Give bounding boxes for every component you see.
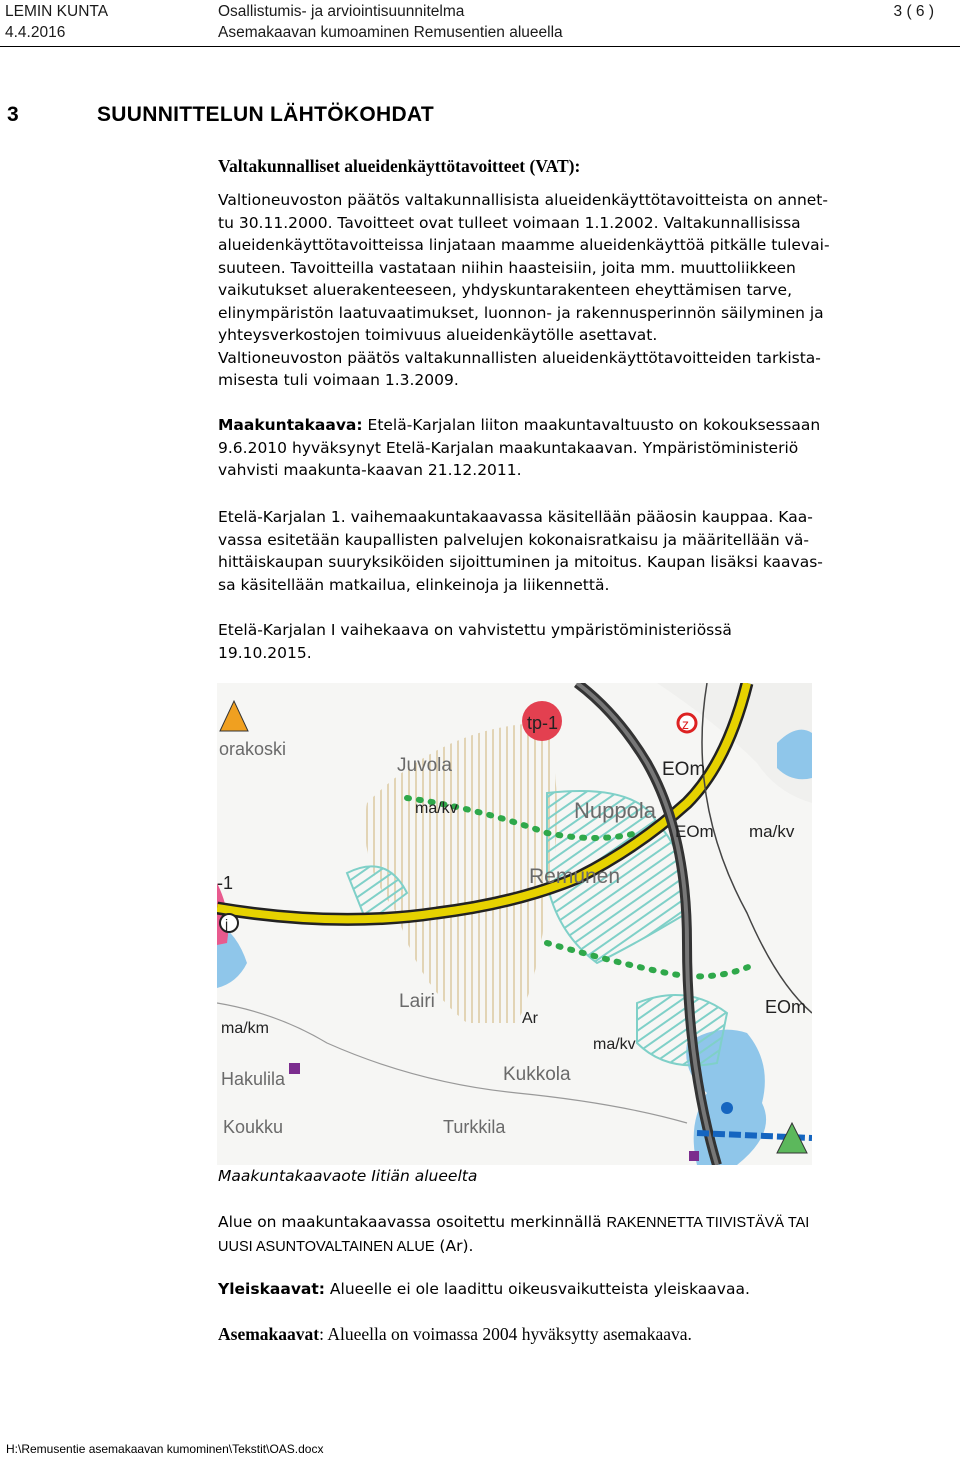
header-org: LEMIN KUNTA	[5, 3, 109, 20]
header-doc-subject: Asemakaavan kumoaminen Remusentien alueella	[218, 24, 563, 41]
map-label: Koukku	[223, 1117, 284, 1137]
header-page-number: 3 ( 6 )	[893, 3, 934, 20]
vat-line: misesta tuli voimaan 1.3.2009.	[218, 371, 459, 389]
section-heading	[7, 103, 434, 127]
map-label: orakoski	[219, 739, 287, 759]
green-zone	[637, 995, 727, 1066]
map-label: ma/kv	[593, 1036, 636, 1053]
map-label: EOm	[662, 759, 706, 780]
map-label: EOm	[765, 997, 807, 1017]
vaihe1-line: hittäiskaupan suuryksiköiden sijoittuminen ja mitoitus. Kaupan lisäksi kaavas-	[218, 553, 823, 571]
maakuntakaava-label: Maakuntakaava:	[218, 416, 363, 434]
purple-square-icon	[289, 1063, 300, 1074]
vaihe1-paragraph	[218, 506, 953, 596]
map-caption: Maakuntakaavaote Iitiän alueelta	[218, 1167, 478, 1185]
vaihe1-line: sa käsitellään matkailua, elinkeinoja ja liikennettä.	[218, 575, 610, 594]
map-label: Nuppola	[574, 798, 656, 823]
map-label: EOm	[675, 822, 714, 841]
map-label: ma/kv	[749, 822, 795, 841]
asemakaavat-paragraph: Asemakaavat: Alueella on voimassa 2004 hyväksytty asemakaava.	[218, 1324, 692, 1344]
alue-caps: UUSI ASUNTOVALTAINEN ALUE	[218, 1238, 435, 1255]
regional-plan-map-graphic	[217, 683, 812, 1165]
vat-line: Valtioneuvoston päätös valtakunnallisista alueidenkäyttötavoitteista on annet-	[218, 191, 828, 209]
vaihekaava-paragraph	[218, 619, 953, 664]
header-org-block	[5, 1, 108, 43]
vaihe1-line: Etelä-Karjalan 1. vaihemaakuntakaavassa käsitellään pääosin kauppaa. Kaa-	[218, 508, 813, 526]
map-label: Lairi	[399, 991, 435, 1012]
vat-line: vaikutukset aluerakenteeseen, yhdyskuntarakenteen eheyttämisen tarve,	[218, 281, 793, 299]
yleiskaavat-label: Yleiskaavat:	[218, 1280, 325, 1298]
vat-line: Valtioneuvoston päätös valtakunnallisten alueidenkäyttötavoitteiden tarkista-	[218, 348, 821, 367]
map-label: ma/km	[221, 1020, 269, 1037]
vaihekaava-line: Etelä-Karjalan I vaihekaava on vahvistettu ympäristöministeriössä	[218, 621, 732, 639]
vat-paragraph	[218, 189, 953, 392]
vat-line: suuteen. Tavoitteilla vastataan niihin haasteisiin, joita mm. muuttoliikkeen	[218, 258, 796, 277]
alue-caps: RAKENNETTA TIIVISTÄVÄ TAI	[606, 1215, 810, 1231]
map-label: Turkkila	[443, 1117, 506, 1137]
map-label: Remunen	[529, 865, 621, 888]
map-label: tp-1	[527, 713, 559, 733]
vaihekaava-line: 19.10.2015.	[218, 643, 312, 662]
purple-square-icon	[689, 1151, 699, 1161]
maakuntakaava-paragraph	[218, 414, 953, 482]
alue-paragraph: Alue on maakuntakaavassa osoitettu merkinnällä RAKENNETTA TIIVISTÄVÄ TAI UUSI ASUNTOVALTAINEN ALUE (Ar).	[218, 1213, 810, 1255]
map-label: Juvola	[397, 755, 452, 776]
map-label: Ar	[522, 1010, 538, 1027]
map-label: Hakulila	[221, 1069, 286, 1089]
map-label: z	[682, 716, 689, 732]
footer-file-path: H:\Remusentie asemakaavan kumominen\Tekstit\OAS.docx	[6, 1442, 324, 1456]
header-doc-type: Osallistumis- ja arviointisuunnitelma	[218, 3, 465, 20]
map-label: -1	[217, 873, 234, 893]
map-label: j	[225, 916, 229, 932]
vat-line: elinympäristön laatuvaatimukset, luonnon- ja rakennusperinnön säilyminen ja	[218, 303, 824, 322]
header-doc-block	[218, 1, 563, 43]
maakuntakaava-line: Maakuntakaava: Etelä-Karjalan liiton maakuntavaltuusto on kokouksessaan	[218, 416, 821, 434]
maakuntakaava-line: 9.6.2010 hyväksynyt Etelä-Karjalan maakuntakaavan. Ympäristöministeriö	[218, 438, 799, 457]
regional-plan-map	[217, 683, 812, 1165]
map-label: ma/kv	[415, 800, 458, 817]
vat-line: yhteysverkostojen toimivuus alueidenkäytölle asettavat.	[218, 326, 658, 344]
vat-line: tu 30.11.2000. Tavoitteet ovat tulleet voimaan 1.1.2002. Valtakunnallisissa	[218, 213, 801, 232]
header-date: 4.4.2016	[5, 24, 66, 41]
yleiskaavat-paragraph: Yleiskaavat: Alueelle ei ole laadittu oikeusvaikutteista yleiskaavaa.	[218, 1280, 750, 1298]
section-title: SUUNNITTELUN LÄHTÖKOHDAT	[97, 103, 434, 126]
header-divider	[0, 46, 960, 47]
maakuntakaava-line: vahvisti maakunta-kaavan 21.12.2011.	[218, 461, 522, 479]
j-marker-icon	[220, 914, 238, 932]
asemakaavat-label: Asemakaavat	[218, 1324, 320, 1344]
vat-heading: Valtakunnalliset alueidenkäyttötavoitteet (VAT):	[218, 156, 581, 176]
section-number: 3	[7, 103, 19, 126]
map-label: Kukkola	[503, 1064, 571, 1085]
vat-line: alueidenkäyttötavoitteissa linjataan maamme alueidenkäyttöä pitkälle tulevai-	[218, 236, 830, 254]
vaihe1-line: vassa esitetään kaupallisten palvelujen kokonaisratkaisu ja määritellään vä-	[218, 530, 809, 549]
